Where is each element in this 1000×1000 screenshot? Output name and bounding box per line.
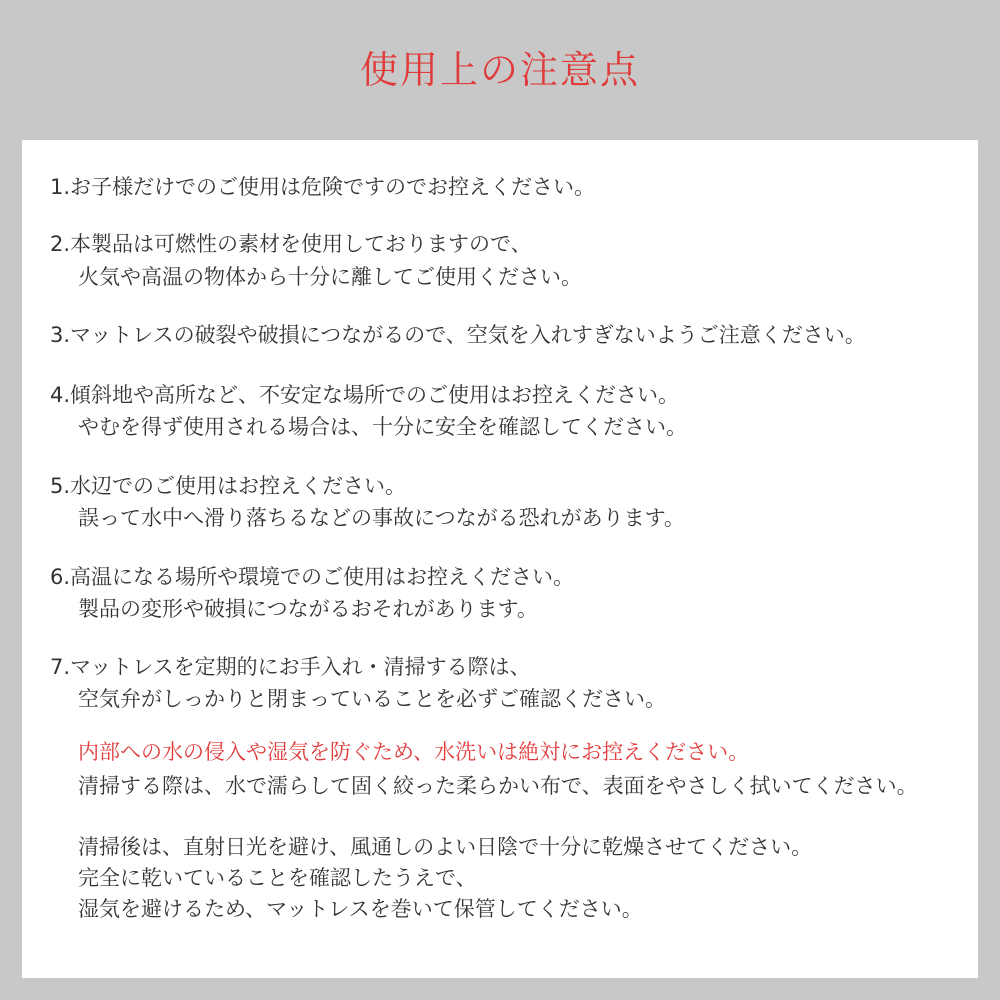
cleaning-instruction: 清掃する際は、水で濡らして固く絞った柔らかい布で、表面をやさしく拭いてください。 bbox=[78, 774, 918, 798]
item-6-line-1: 6.高温になる場所や環境でのご使用はお控えください。 bbox=[50, 565, 575, 589]
page-title: 使用上の注意点 bbox=[359, 48, 640, 92]
item-7-line-1: 7.マットレスを定期的にお手入れ・清掃する際は、 bbox=[50, 655, 531, 679]
item-4-line-2: やむを得ず使用される場合は、十分に安全を確認してください。 bbox=[78, 415, 687, 439]
notice-card bbox=[22, 140, 978, 978]
item-2-line-1: 2.本製品は可燃性の素材を使用しておりますので、 bbox=[50, 232, 532, 256]
item-1-line-1: 1.お子様だけでのご使用は危険ですのでお控えください。 bbox=[50, 175, 596, 199]
drying-instruction-2: 完全に乾いていることを確認したうえで、 bbox=[78, 866, 477, 890]
drying-instruction-3: 湿気を避けるため、マットレスを巻いて保管してください。 bbox=[78, 897, 643, 921]
item-5-line-2: 誤って水中へ滑り落ちるなどの事故につながる恐れがあります。 bbox=[78, 506, 685, 530]
water-warning-text: 内部への水の侵入や湿気を防ぐため、水洗いは絶対にお控えください。 bbox=[78, 740, 750, 764]
item-6-line-2: 製品の変形や破損につながるおそれがあります。 bbox=[78, 597, 538, 621]
drying-instruction-1: 清掃後は、直射日光を避け、風通しのよい日陰で十分に乾燥させてください。 bbox=[78, 835, 813, 859]
item-7-line-2: 空気弁がしっかりと閉まっていることを必ずご確認ください。 bbox=[78, 687, 666, 711]
item-3-line-1: 3.マットレスの破裂や破損につながるので、空気を入れすぎないようご注意ください。 bbox=[50, 323, 866, 347]
item-4-line-1: 4.傾斜地や高所など、不安定な場所でのご使用はお控えください。 bbox=[50, 383, 680, 407]
item-2-line-2: 火気や高温の物体から十分に離してご使用ください。 bbox=[78, 265, 582, 289]
item-5-line-1: 5.水辺でのご使用はお控えください。 bbox=[50, 474, 407, 498]
